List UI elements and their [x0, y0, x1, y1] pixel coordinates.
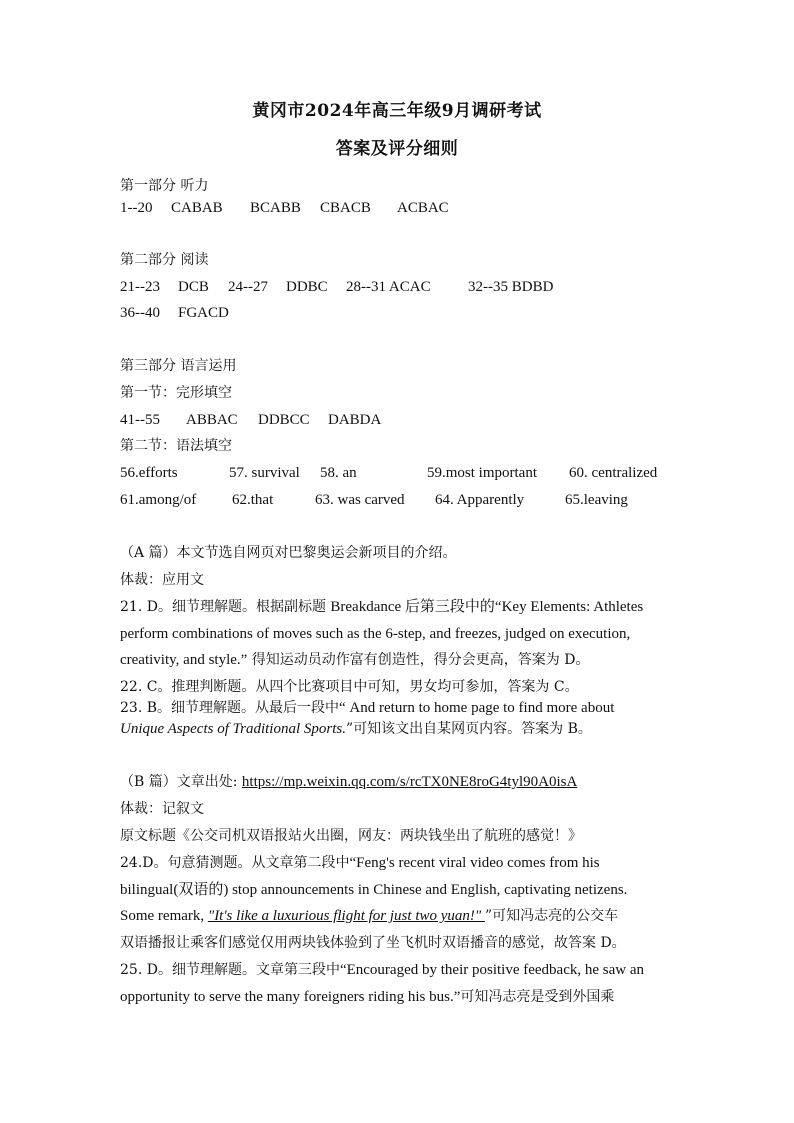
cloze-group: ABBAC — [186, 412, 238, 428]
part1-heading: 第一部分 听力 — [120, 178, 209, 194]
grammar-answer: 60. centralized — [569, 465, 658, 481]
part2-answer: DCB — [178, 279, 209, 295]
part2-answer: 32--35 BDBD — [468, 279, 554, 295]
part2-range: 24--27 — [228, 279, 268, 295]
grammar-answer: 58. an — [320, 465, 357, 481]
grammar-answer: 64. Apparently — [435, 492, 525, 508]
passage-b-source: （B 篇）文章出处: https://mp.weixin.qq.com/s/rcTX0NE8roG4tyl90A0isA — [120, 774, 578, 790]
part2-answer: FGACD — [178, 305, 229, 321]
answer-25-cont: opportunity to serve the many foreigners riding his bus.”可知冯志亮是受到外国乘 — [120, 989, 615, 1005]
part3-section2: 第二节：语法填空 — [120, 438, 232, 454]
part1-group: CBACB — [320, 200, 371, 216]
answer-21-cont: creativity, and style.” 得知运动员动作富有创造性，得分会更高，答案为 D。 — [120, 652, 590, 668]
part1-group: BCABB — [250, 200, 301, 216]
part2-range: 21--23 — [120, 279, 160, 295]
answer-24-cont: Some remark, "It's like a luxurious flight for just two yuan!" ”可知冯志亮的公交车 — [120, 908, 619, 924]
part2-answer: DDBC — [286, 279, 328, 295]
answer-25: 25. D。细节理解题。文章第三段中“Encouraged by their positive feedback, he saw an — [120, 962, 644, 978]
part2-heading: 第二部分 阅读 — [120, 252, 209, 268]
part1-range: 1--20 — [120, 200, 153, 216]
grammar-answer: 57. survival — [229, 465, 300, 481]
part1-group: ACBAC — [397, 200, 449, 216]
answer-21-cont: perform combinations of moves such as the 6-step, and freezes, judged on execution, — [120, 626, 631, 642]
source-link[interactable]: https://mp.weixin.qq.com/s/rcTX0NE8roG4tyl90A0isA — [241, 774, 578, 790]
passage-b-original-title: 原文标题《公交司机双语报站火出圈，网友：两块钱坐出了航班的感觉！》 — [120, 828, 582, 844]
page-subtitle: 答案及评分细则 — [335, 139, 459, 159]
part2-answer: 28--31 ACAC — [346, 279, 431, 295]
grammar-answer: 56.efforts — [120, 465, 178, 481]
cloze-group: DABDA — [328, 412, 382, 428]
grammar-answer: 63. was carved — [315, 492, 405, 508]
grammar-answer: 61.among/of — [120, 492, 197, 508]
answer-24-cont: 双语播报让乘客们感觉仅用两块钱体验到了坐飞机时双语播音的感觉，故答案 D。 — [120, 935, 626, 951]
part1-group: CABAB — [171, 200, 223, 216]
answer-23: 23. B。细节理解题。从最后一段中“ And return to home page to find more about — [120, 700, 615, 716]
answer-23-cont: Unique Aspects of Traditional Sports.”可知该文出自某网页内容。答案为 B。 — [120, 721, 592, 737]
cloze-range: 41--55 — [120, 412, 160, 428]
answer-24: 24.D。句意猜测题。从文章第二段中“Feng's recent viral video comes from his — [120, 855, 600, 871]
part3-section1: 第一节：完形填空 — [120, 385, 232, 401]
answer-21: 21. D。细节理解题。根据副标题 Breakdance 后第三段中的“Key Elements: Athletes — [120, 599, 644, 615]
passage-a-genre: 体裁：应用文 — [120, 572, 204, 588]
part2-range: 36--40 — [120, 305, 160, 321]
page-title: 黄冈市2024年高三年级9月调研考试 — [252, 101, 542, 121]
passage-a-intro: （A 篇）本文节选自网页对巴黎奥运会新项目的介绍。 — [120, 545, 457, 561]
grammar-answer: 62.that — [232, 492, 274, 508]
answer-24-cont: bilingual(双语的) stop announcements in Chinese and English, captivating netizens. — [120, 882, 628, 898]
grammar-answer: 65.leaving — [565, 492, 628, 508]
grammar-answer: 59.most important — [427, 465, 537, 481]
passage-b-genre: 体裁：记叙文 — [120, 801, 204, 817]
part3-heading: 第三部分 语言运用 — [120, 358, 237, 374]
cloze-group: DDBCC — [258, 412, 310, 428]
answer-22: 22. C。推理判断题。从四个比赛项目中可知，男女均可参加，答案为 C。 — [120, 679, 579, 695]
